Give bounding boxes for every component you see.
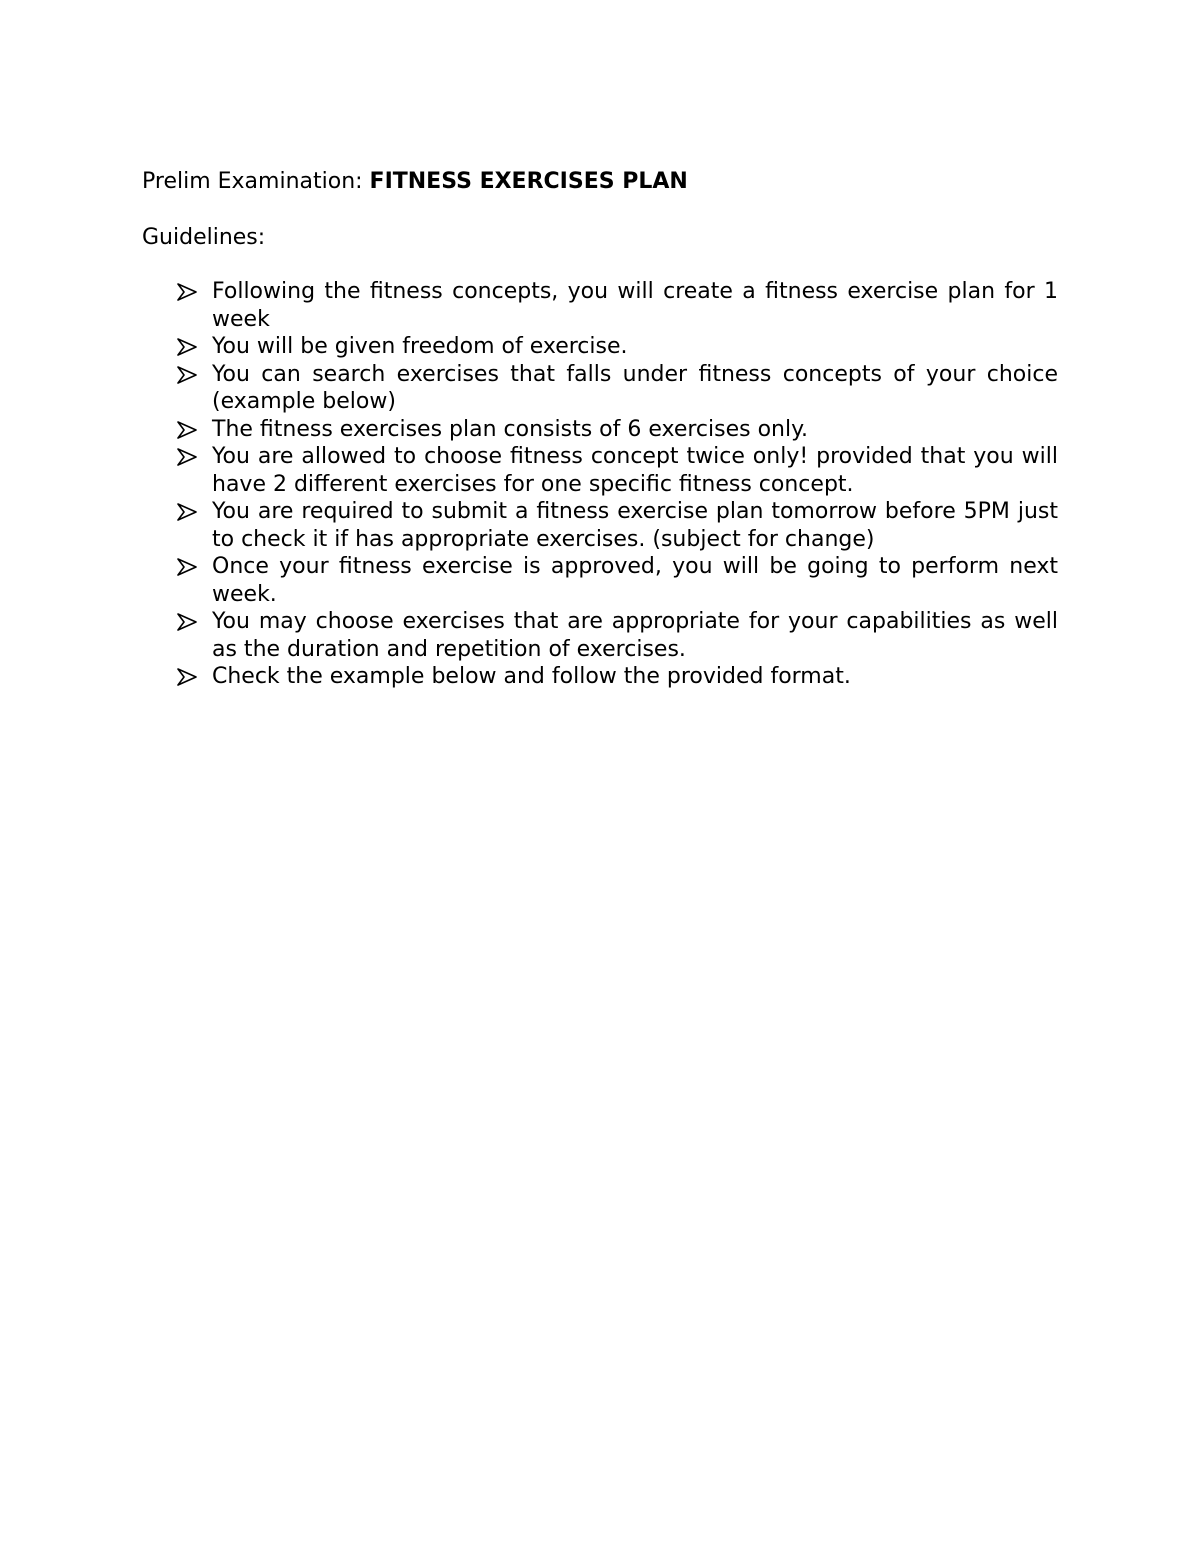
list-item: [142, 553, 1058, 608]
list-item-text: You will be given freedom of exercise.: [212, 334, 628, 359]
list-item-text: Once your fitness exercise is approved, you will be going to perform next week.: [212, 554, 1058, 607]
list-item-text: Following the fitness concepts, you will create a fitness exercise plan for 1 week: [212, 279, 1058, 332]
list-item: [142, 608, 1058, 663]
document-title: [142, 166, 1058, 198]
title-emphasis: FITNESS EXERCISES PLAN: [369, 169, 688, 194]
arrowhead-bullet-icon: [177, 448, 197, 466]
list-item-text: You can search exercises that falls under fitness concepts of your choice (example below): [212, 361, 1058, 414]
arrowhead-bullet-icon: [177, 503, 197, 521]
arrowhead-bullet-icon: [177, 558, 197, 576]
document-page: [142, 166, 1058, 691]
list-item: [142, 361, 1058, 416]
title-prefix: Prelim Examination:: [142, 169, 370, 194]
list-item: [142, 416, 1058, 444]
guidelines-list: [142, 278, 1058, 691]
guidelines-heading: Guidelines:: [142, 225, 266, 250]
list-item: [142, 278, 1058, 333]
list-item: [142, 498, 1058, 553]
arrowhead-bullet-icon: [177, 668, 197, 686]
arrowhead-bullet-icon: [177, 421, 197, 439]
list-item: [142, 663, 1058, 691]
arrowhead-bullet-icon: [177, 283, 197, 301]
list-item-text: You may choose exercises that are appropriate for your capabilities as well as the duration and repetition of exercises.: [212, 609, 1058, 662]
arrowhead-bullet-icon: [177, 366, 197, 384]
list-item: [142, 443, 1058, 498]
list-item: [142, 333, 1058, 361]
list-item-text: You are required to submit a fitness exercise plan tomorrow before 5PM just to check it if has appropriate exercises. (subject for change): [212, 499, 1058, 552]
list-item-text: The fitness exercises plan consists of 6 exercises only.: [212, 416, 808, 442]
list-item-text: Check the example below and follow the provided format.: [212, 664, 851, 689]
arrowhead-bullet-icon: [177, 338, 197, 356]
arrowhead-bullet-icon: [177, 613, 197, 631]
list-item-text: You are allowed to choose fitness concept twice only! provided that you will have 2 different exercises for one specific fitness concept.: [212, 444, 1058, 497]
